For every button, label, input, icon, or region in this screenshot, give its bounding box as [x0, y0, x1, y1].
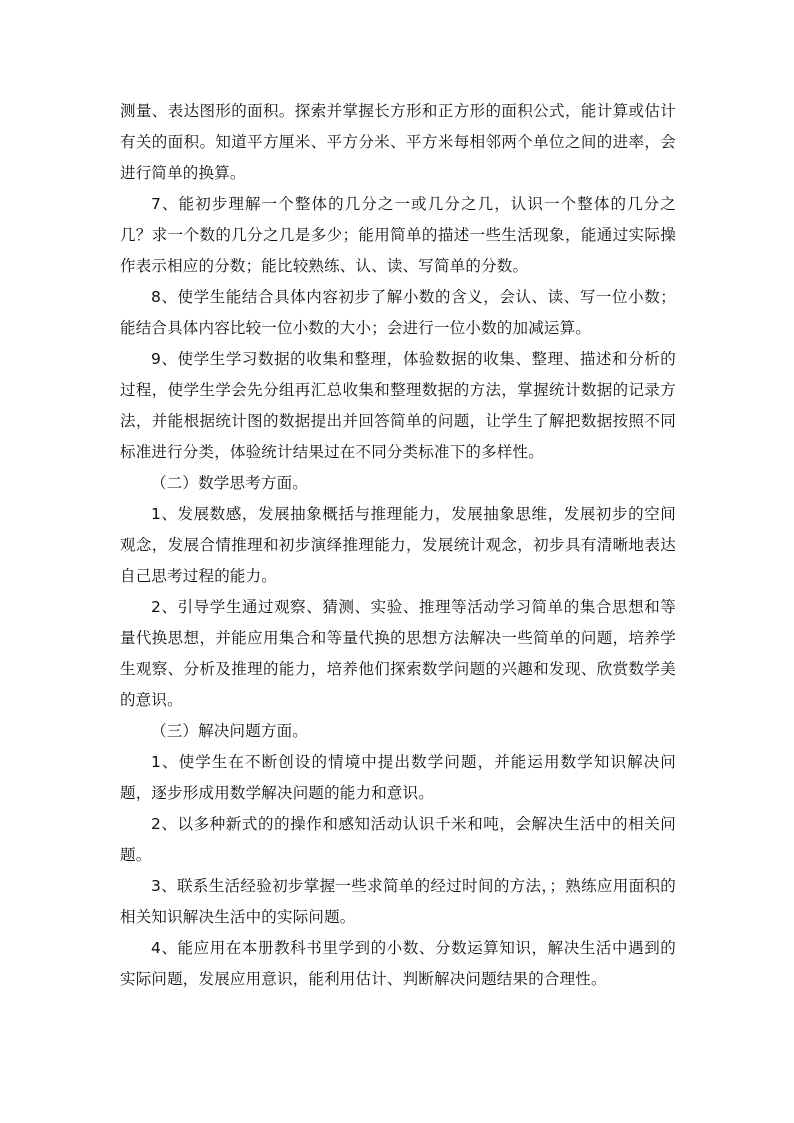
paragraph-item-8: 8、使学生能结合具体内容初步了解小数的含义，会认、读、写一位小数；能结合具体内容比较一位小数的大小；会进行一位小数的加减运算。	[120, 288, 676, 337]
paragraph-thinking-2: 2、引导学生通过观察、猜测、实验、推理等活动学习简单的集合思想和等量代换思想，并能应用集合和等量代换的思想方法解决一些简单的问题，培养学生观察、分析及推理的能力，培养他们探索数学问题的兴趣和发现、欣赏数学美的意识。	[120, 598, 676, 709]
paragraph-problem-1: 1、使学生在不断创设的情境中提出数学问题，并能运用数学知识解决问题，逐步形成用数学解决问题的能力和意识。	[120, 753, 676, 802]
document-body	[120, 96, 676, 995]
paragraph-problem-2: 2、以多种新式的的操作和感知活动认识千米和吨，会解决生活中的相关问题。	[120, 815, 676, 864]
paragraph-item-7: 7、能初步理解一个整体的几分之一或几分之几，认识一个整体的几分之几？求一个数的几分之几是多少；能用简单的描述一些生活现象，能通过实际操作表示相应的分数；能比较熟练、认、读、写简单的分数。	[120, 195, 676, 275]
paragraph-area-continued: 测量、表达图形的面积。探索并掌握长方形和正方形的面积公式，能计算或估计有关的面积。知道平方厘米、平方分米、平方米每相邻两个单位之间的进率，会进行简单的换算。	[120, 102, 676, 182]
paragraph-item-9: 9、使学生学习数据的收集和整理，体验数据的收集、整理、描述和分析的过程，使学生学会先分组再汇总收集和整理数据的方法，掌握统计数据的记录方法，并能根据统计图的数据提出并回答简单的问题，让学生了解把数据按照不同标准进行分类，体验统计结果过在不同分类标准下的多样性。	[120, 350, 676, 461]
paragraph-problem-4: 4、能应用在本册教科书里学到的小数、分数运算知识，解决生活中遇到的实际问题，发展应用意识，能利用估计、判断解决问题结果的合理性。	[120, 939, 676, 988]
section-heading-problem-solving: （三）解决问题方面。	[151, 722, 309, 740]
paragraph-problem-3: 3、联系生活经验初步掌握一些求简单的经过时间的方法，；熟练应用面积的相关知识解决生活中的实际问题。	[120, 877, 676, 926]
section-heading-math-thinking: （二）数学思考方面。	[151, 474, 309, 492]
paragraph-thinking-1: 1、发展数感，发展抽象概括与推理能力，发展抽象思维，发展初步的空间观念，发展合情推理和初步演绎推理能力，发展统计观念，初步具有清晰地表达自己思考过程的能力。	[120, 505, 676, 585]
